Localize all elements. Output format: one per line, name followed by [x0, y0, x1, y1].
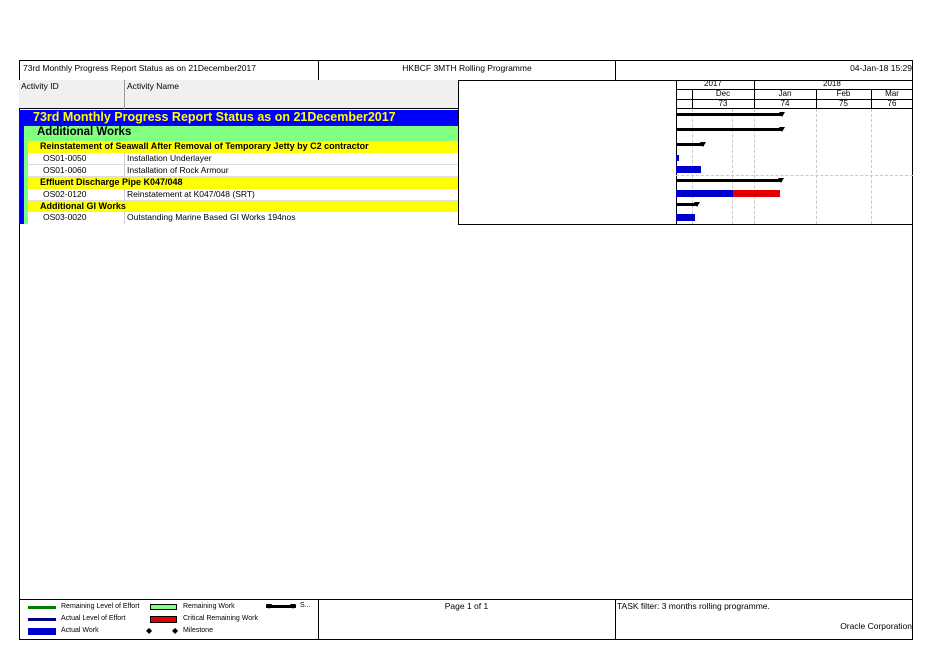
summary-bar-icon — [778, 178, 784, 183]
col-activity-name[interactable] — [127, 81, 427, 91]
report-title-header — [19, 60, 319, 81]
cell-divider — [124, 153, 125, 165]
legend-remaining-loe-swatch — [28, 606, 56, 609]
gridline — [754, 109, 755, 224]
date-text: 04-Jan-18 15:29 — [850, 63, 912, 73]
project-band-label: 73rd Monthly Progress Report Status as on 21December2017 — [33, 110, 396, 124]
table-row[interactable] — [28, 189, 458, 201]
month-dec: Dec — [715, 89, 731, 98]
wbs-gi-label: Additional GI Works — [40, 201, 126, 211]
date-header — [615, 60, 913, 81]
summary-bar-group[interactable] — [676, 128, 782, 131]
legend-actual-loe: Actual Level of Effort — [61, 615, 126, 622]
period-74: 74 — [780, 99, 790, 108]
legend-remaining-loe: Remaining Level of Effort — [61, 603, 140, 610]
year-2018: 2018 — [823, 79, 841, 88]
wbs-seawall-label: Reinstatement of Seawall After Removal of Temporary Jetty by C2 contractor — [40, 141, 369, 151]
legend-critical-remaining: Critical Remaining Work — [183, 615, 258, 622]
actual-work-bar[interactable] — [676, 155, 679, 161]
programme-header — [318, 60, 616, 81]
actual-work-bar[interactable] — [676, 190, 733, 197]
page-number: Page 1 of 1 — [444, 601, 489, 611]
programme-text: HKBCF 3MTH Rolling Programme — [402, 63, 532, 73]
gridline — [816, 109, 817, 224]
summary-bar-icon — [266, 604, 272, 609]
col-activity-id[interactable] — [21, 81, 121, 91]
company-name: Oracle Corporation — [840, 621, 912, 631]
summary-bar-icon — [779, 112, 785, 117]
wbs-effluent-label: Effluent Discharge Pipe K047/048 — [40, 177, 183, 187]
task-filter: TASK filter: 3 months rolling programme. — [617, 601, 770, 611]
legend-remaining-work-swatch — [150, 604, 177, 610]
period-75: 75 — [839, 99, 848, 108]
summary-bar-icon — [290, 604, 296, 609]
month-mar: Mar — [885, 89, 899, 98]
legend-milestone: Milestone — [183, 627, 213, 634]
legend-critical-swatch — [150, 616, 177, 623]
table-row[interactable] — [28, 212, 458, 224]
month-feb: Feb — [836, 89, 851, 98]
group-label: Additional Works — [37, 126, 132, 138]
gridline — [676, 175, 913, 176]
gridline — [871, 109, 872, 224]
legend-actual-loe-swatch — [28, 618, 56, 621]
summary-bar-icon — [700, 142, 706, 147]
summary-bar-icon — [779, 127, 785, 132]
month-jan: Jan — [778, 89, 792, 98]
summary-bar-icon — [694, 202, 700, 207]
legend-remaining-work: Remaining Work — [183, 603, 235, 610]
summary-bar-effluent[interactable] — [676, 179, 782, 182]
summary-bar-project[interactable] — [676, 113, 782, 116]
period-73: 73 — [718, 99, 728, 108]
col-activity-id-label: Activity ID — [21, 81, 59, 91]
wbs-gi[interactable] — [28, 201, 458, 212]
gantt-bottom-border — [459, 224, 913, 225]
cell-divider — [124, 212, 125, 224]
period-76: 76 — [887, 99, 897, 108]
report-title-text: 73rd Monthly Progress Report Status as on 21December2017 — [23, 63, 256, 73]
activity-name: Installation of Rock Armour — [127, 165, 229, 175]
activity-name: Reinstatement at K047/048 (SRT) — [127, 189, 255, 199]
group-additional-works[interactable] — [28, 126, 458, 141]
table-right-border — [458, 80, 459, 225]
table-row[interactable] — [28, 165, 458, 177]
wbs-effluent[interactable] — [28, 177, 458, 189]
footer-divider — [615, 599, 616, 640]
col-activity-name-label: Activity Name — [127, 81, 179, 91]
cell-divider — [124, 165, 125, 177]
actual-work-bar[interactable] — [676, 214, 695, 221]
activity-id: OS02-0120 — [43, 189, 87, 199]
project-band[interactable] — [19, 110, 458, 126]
table-row[interactable] — [28, 153, 458, 165]
activity-id: OS01-0060 — [43, 165, 87, 175]
legend-actual-work: Actual Work — [61, 627, 99, 634]
legend-actual-work-swatch — [28, 628, 56, 635]
legend-summary: S... — [300, 602, 311, 609]
wbs-seawall[interactable] — [28, 141, 458, 153]
actual-work-bar[interactable] — [676, 166, 701, 173]
activity-id: OS03-0020 — [43, 212, 87, 222]
gridline — [732, 109, 733, 224]
year-2017: 2017 — [704, 79, 722, 88]
activity-name: Installation Underlayer — [127, 153, 212, 163]
activity-name: Outstanding Marine Based GI Works 194nos — [127, 212, 296, 222]
cell-divider — [124, 189, 125, 201]
activity-id: OS01-0050 — [43, 153, 87, 163]
critical-remaining-bar[interactable] — [733, 190, 780, 197]
milestone-diamond-icon: ◆ — [146, 626, 153, 635]
col-divider — [124, 80, 125, 109]
milestone-diamond-icon: ◆ — [172, 626, 179, 635]
